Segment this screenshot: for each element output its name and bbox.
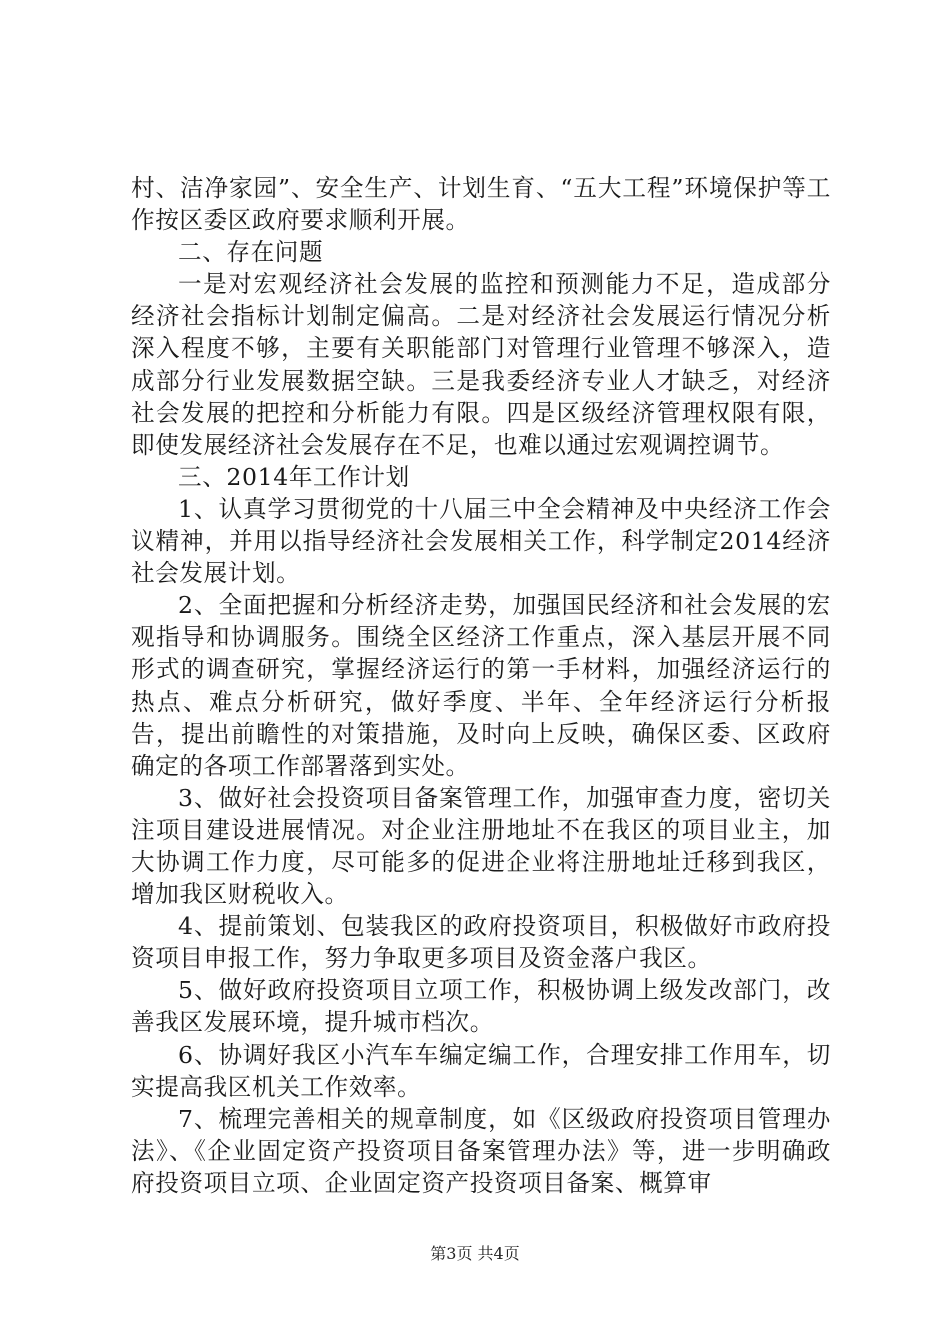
section-heading-work-plan: 三、2014年工作计划 — [178, 462, 410, 491]
plan-item-6: 6、协调好我区小汽车车编定编工作，合理安排工作用车，切实提高我区机关工作效率。 — [131, 1040, 831, 1101]
paragraph-continuation: 村、洁净家园”、安全生产、计划生育、“五大工程”环境保护等工作按区委区政府要求顺利开展。 — [131, 174, 831, 235]
document-body — [131, 172, 831, 1199]
paragraph-problems: 一是对宏观经济社会发展的监控和预测能力不足，造成部分经济社会指标计划制定偏高。二是对经济社会发展运行情况分析深入程度不够，主要有关职能部门对管理行业管理不够深入，造成部分行业发展数据空缺。三是我委经济专业人才缺乏，对经济社会发展的把控和分析能力有限。四是区级经济管理权限有限，即使发展经济社会发展存在不足，也难以通过宏观调控调节。 — [131, 270, 831, 459]
plan-item-3: 3、做好社会投资项目备案管理工作，加强审查力度，密切关注项目建设进展情况。对企业注册地址不在我区的项目业主，加大协调工作力度，尽可能多的促进企业将注册地址迁移到我区，增加我区财税收入。 — [131, 783, 831, 909]
plan-item-5: 5、做好政府投资项目立项工作，积极协调上级发改部门，改善我区发展环境，提升城市档次。 — [131, 976, 831, 1037]
section-heading-problems: 二、存在问题 — [178, 238, 324, 267]
plan-item-2: 2、全面把握和分析经济走势，加强国民经济和社会发展的宏观指导和协调服务。围绕全区经济工作重点，深入基层开展不同形式的调查研究，掌握经济运行的第一手材料，加强经济运行的热点、难点分析研究，做好季度、半年、全年经济运行分析报告，提出前瞻性的对策措施，及时向上反映，确保区委、区政府确定的各项工作部署落到实处。 — [131, 591, 831, 780]
plan-item-4: 4、提前策划、包装我区的政府投资项目，积极做好市政府投资项目申报工作，努力争取更多项目及资金落户我区。 — [131, 912, 831, 973]
plan-item-1: 1、认真学习贯彻党的十八届三中全会精神及中央经济工作会议精神，并用以指导经济社会发展相关工作，科学制定2014经济社会发展计划。 — [131, 494, 831, 588]
plan-item-7: 7、梳理完善相关的规章制度，如《区级政府投资项目管理办法》、《企业固定资产投资项目备案管理办法》等，进一步明确政府投资项目立项、企业固定资产投资项目备案、概算审 — [131, 1104, 831, 1197]
page-footer: 第3页 共4页 — [430, 1244, 520, 1263]
